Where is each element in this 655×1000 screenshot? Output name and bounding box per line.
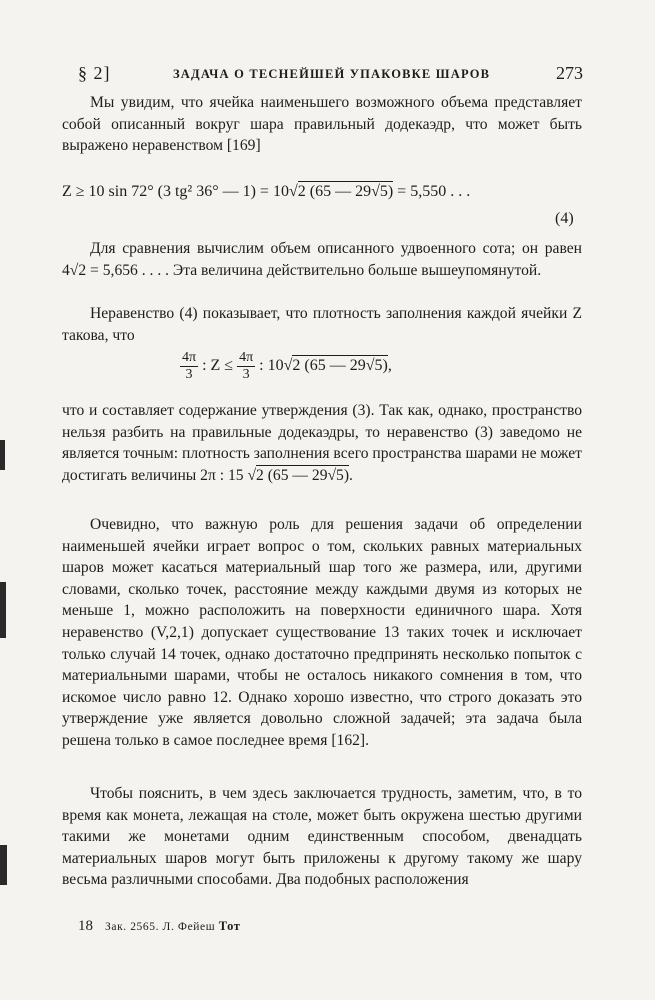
sqrt-sign-2: √ xyxy=(283,357,293,375)
print-order-meta: Зак. 2565. Л. Фейеш xyxy=(105,921,216,933)
sqrt-sign: √ xyxy=(288,183,298,200)
paragraph-3: Неравенство (4) показывает, что плотность заполнения каждой ячейки Z такова, что xyxy=(62,305,582,344)
section-number: § 2] xyxy=(78,63,111,83)
page-number: 273 xyxy=(556,63,583,83)
formula-density-end: , xyxy=(387,357,392,375)
print-order-author: Тот xyxy=(218,919,241,933)
signature-footer xyxy=(78,918,478,935)
binding-mark-top xyxy=(0,440,5,470)
fraction-denominator-2: 3 xyxy=(242,367,250,382)
paragraph-5: Очевидно, что важную роль для решения задачи об определении наименьшей ячейки играет вопрос о том, скольких равных материальных шаров может касаться материальный шар того же размера, или, другими словами, сколько точек, расстояние между каждыми двумя из которых не меньше 1, можно расположить на поверхности единичного шара. Хотя неравенство (V,2,1) допускает существование 13 таких точек и исключает только случай 14 точек, однако достаточно предпринять несколько попыток с материальными шарами, чтобы не осталось никакого сомнения в том, что искомое число равно 12. Однако хорошо известно, что строго доказать это утверждение уже является довольно сложной задачей; эта задача была решена только в самое последнее время [162]. xyxy=(62,516,582,749)
formula-density-radicand: 2 (65 — 29√5) xyxy=(292,357,388,375)
fraction-numerator-2: 4π xyxy=(239,350,254,365)
formula-4 xyxy=(62,183,470,201)
paragraph-4-text: что и составляет содержание утверждения (3). Так как, однако, пространство нельзя разбить на правильные додекаэдры, то неравенство (3) заведомо не является точным: плотность заполнения всего пространства шарами не может достигать величины 2π : 15 xyxy=(62,402,582,484)
fraction-4pi-3 xyxy=(180,350,198,383)
signature-number: 18 xyxy=(78,918,93,934)
formula-density-tail: : 10 xyxy=(259,357,284,375)
print-order-info xyxy=(105,921,241,933)
formula-density-mid: : Z ≤ xyxy=(202,357,234,375)
paragraph-1: Мы увидим, что ячейка наименьшего возможного объема представляет собой описанный вокруг шара правильный додекаэдр, что может быть выражено неравенством [169] xyxy=(62,94,582,155)
paragraph-4-end: . xyxy=(349,466,353,484)
running-header xyxy=(78,63,583,93)
formula-4-radicand: 2 (65 — 29√5) xyxy=(297,183,394,200)
fraction-numerator: 4π xyxy=(182,350,197,365)
binding-mark-middle xyxy=(0,582,6,638)
binding-mark-bottom xyxy=(0,845,7,885)
equation-number-4: (4) xyxy=(555,210,574,227)
formula-4-rhs: = 5,550 . . . xyxy=(393,183,471,200)
paragraph-2: Для сравнения вычислим объем описанного удвоенного сота; он равен 4√2 = 5,656 . . . . Эта величина действительно больше вышеупомянутой. xyxy=(62,240,582,279)
fraction-4pi-3-second xyxy=(237,350,255,383)
fraction-denominator: 3 xyxy=(185,367,193,382)
paragraph-4 xyxy=(62,400,582,486)
paragraph-6: Чтобы пояснить, в чем здесь заключается трудность, заметим, что, в то время как монета, лежащая на столе, может быть окружена шестью другими такими же монетами одним единственным способом, двенадцать материальных шаров могут быть приложены к другому такому же шару весьма различными способами. Два подобных расположения xyxy=(62,785,582,889)
formula-density xyxy=(180,350,392,383)
running-title: ЗАДАЧА О ТЕСНЕЙШЕЙ УПАКОВКЕ ШАРОВ xyxy=(173,67,491,81)
paragraph-4-radicand: 2 (65 — 29√5) xyxy=(256,466,350,484)
sqrt-sign-3: √ xyxy=(247,466,257,484)
formula-4-lhs: Z ≥ 10 sin 72° (3 tg² 36° — 1) = 10 xyxy=(62,183,289,200)
